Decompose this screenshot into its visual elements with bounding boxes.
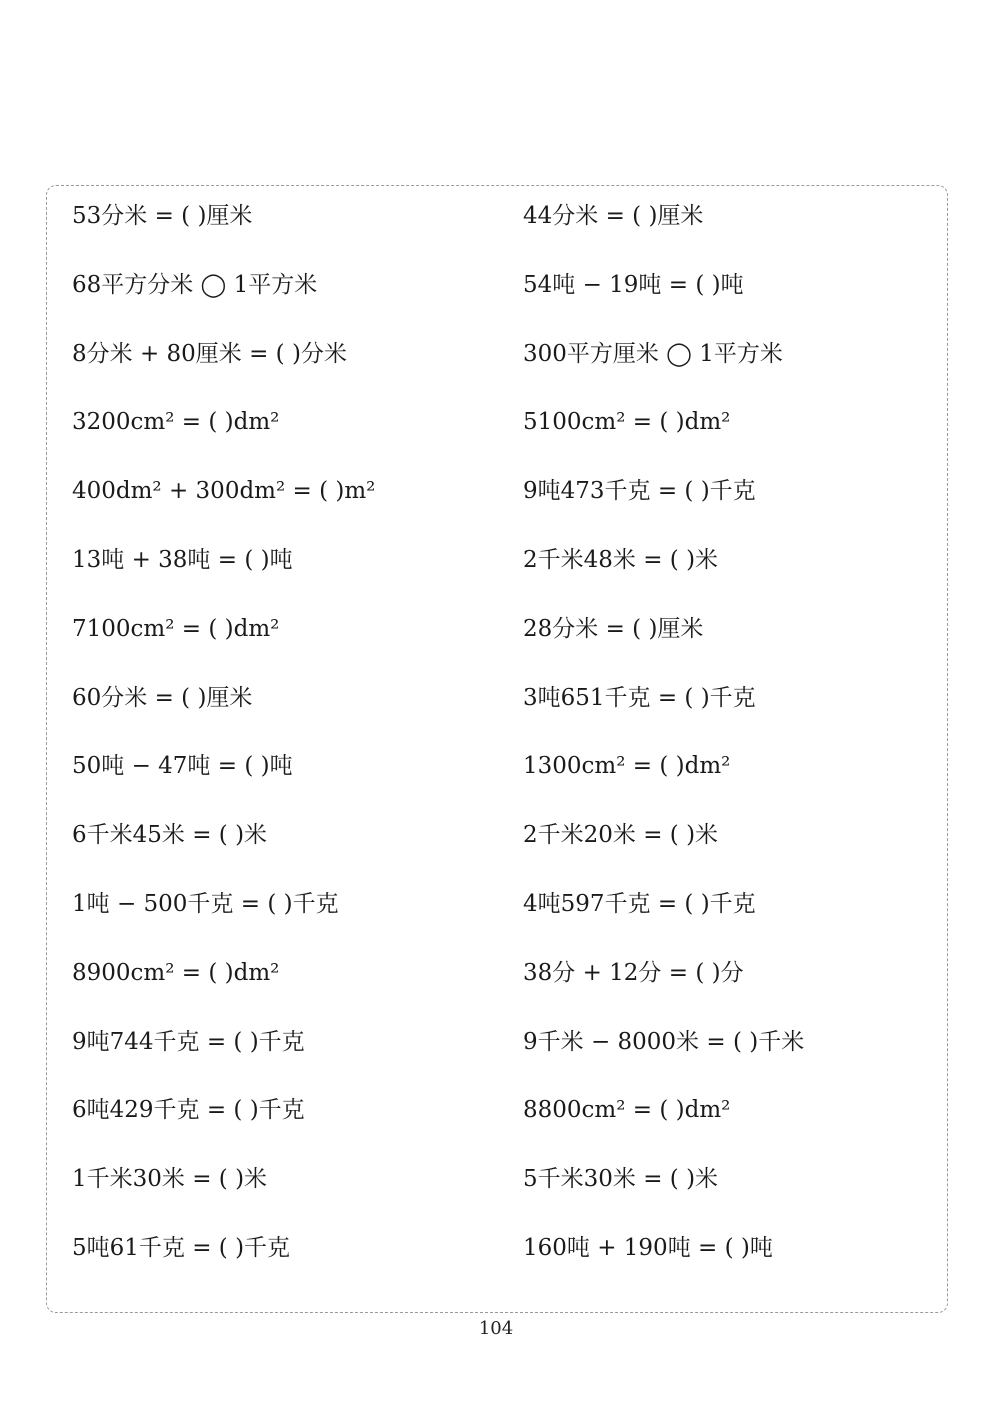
exercise-item: 4吨597千克 = ( )千克 [523, 890, 756, 917]
exercise-item: 6千米45米 = ( )米 [72, 822, 268, 849]
exercise-item: 6吨429千克 = ( )千克 [72, 1097, 305, 1124]
exercise-item: 8800cm² = ( )dm² [523, 1097, 731, 1124]
page-number: 104 [478, 1318, 514, 1339]
exercise-item: 68平方分米 ◯ 1平方米 [72, 271, 318, 298]
left-column [72, 196, 492, 1297]
exercise-item: 54吨 − 19吨 = ( )吨 [523, 271, 744, 298]
exercise-item: 13吨 + 38吨 = ( )吨 [72, 546, 293, 573]
exercise-item: 160吨 + 190吨 = ( )吨 [523, 1234, 773, 1261]
exercise-item: 50吨 − 47吨 = ( )吨 [72, 753, 293, 780]
exercise-item: 7100cm² = ( )dm² [72, 615, 280, 642]
exercise-item: 2千米20米 = ( )米 [523, 822, 719, 849]
exercise-item: 3200cm² = ( )dm² [72, 409, 280, 436]
exercise-item: 5吨61千克 = ( )千克 [72, 1234, 291, 1261]
exercise-item: 5100cm² = ( )dm² [523, 409, 731, 436]
exercise-item: 53分米 = ( )厘米 [72, 203, 253, 229]
exercise-item: 1300cm² = ( )dm² [523, 753, 731, 780]
exercise-item: 400dm² + 300dm² = ( )m² [72, 478, 376, 505]
exercise-item: 60分米 = ( )厘米 [72, 684, 253, 711]
exercise-item: 28分米 = ( )厘米 [523, 615, 704, 642]
exercise-item: 44分米 = ( )厘米 [523, 203, 704, 229]
exercise-item: 8900cm² = ( )dm² [72, 959, 280, 986]
right-column [523, 196, 943, 1297]
exercise-item: 8分米 + 80厘米 = ( )分米 [72, 340, 347, 367]
exercise-item: 9千米 − 8000米 = ( )千米 [523, 1028, 805, 1055]
exercise-item: 3吨651千克 = ( )千克 [523, 684, 756, 711]
exercise-item: 5千米30米 = ( )米 [523, 1166, 719, 1193]
exercise-item: 1吨 − 500千克 = ( )千克 [72, 890, 339, 917]
exercise-item: 1千米30米 = ( )米 [72, 1166, 268, 1193]
exercise-item: 38分 + 12分 = ( )分 [523, 959, 744, 986]
exercise-item: 9吨744千克 = ( )千克 [72, 1028, 305, 1055]
exercise-item: 300平方厘米 ◯ 1平方米 [523, 340, 783, 367]
exercise-item: 9吨473千克 = ( )千克 [523, 478, 756, 505]
exercise-item: 2千米48米 = ( )米 [523, 546, 719, 573]
